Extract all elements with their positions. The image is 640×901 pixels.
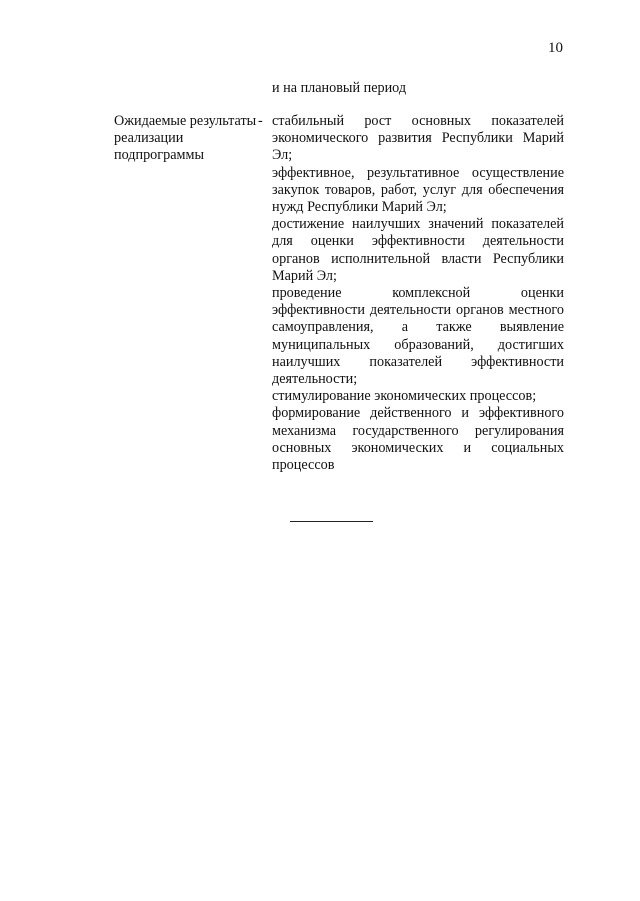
expected-results-list — [272, 113, 564, 474]
section-label: Ожидаемые результаты реализации подпрограммы — [114, 113, 257, 164]
result-item: проведение комплексной оценки эффективности деятельности органов местного самоуправления, а также выявление муниципальных образований, достигших наилучших показателей эффективности деятельности; — [272, 285, 564, 388]
label-dash: - — [258, 113, 263, 129]
end-divider — [290, 521, 373, 522]
result-item: стимулирование экономических процессов; — [272, 388, 537, 405]
page-number: 10 — [548, 40, 563, 56]
result-item: стабильный рост основных показателей экономического развития Республики Марий Эл; — [272, 113, 564, 164]
result-item: формирование действенного и эффективного механизма государственного регулирования основных экономических и социальных процессов — [272, 405, 564, 474]
result-item: эффективное, результативное осуществление закупок товаров, работ, услуг для обеспечения нужд Республики Марий Эл; — [272, 164, 564, 216]
result-item: достижение наилучших значений показателей для оценки эффективности деятельности органов исполнительной власти Республики Марий Эл; — [272, 216, 564, 284]
header-continuation: и на плановый период — [272, 80, 407, 96]
